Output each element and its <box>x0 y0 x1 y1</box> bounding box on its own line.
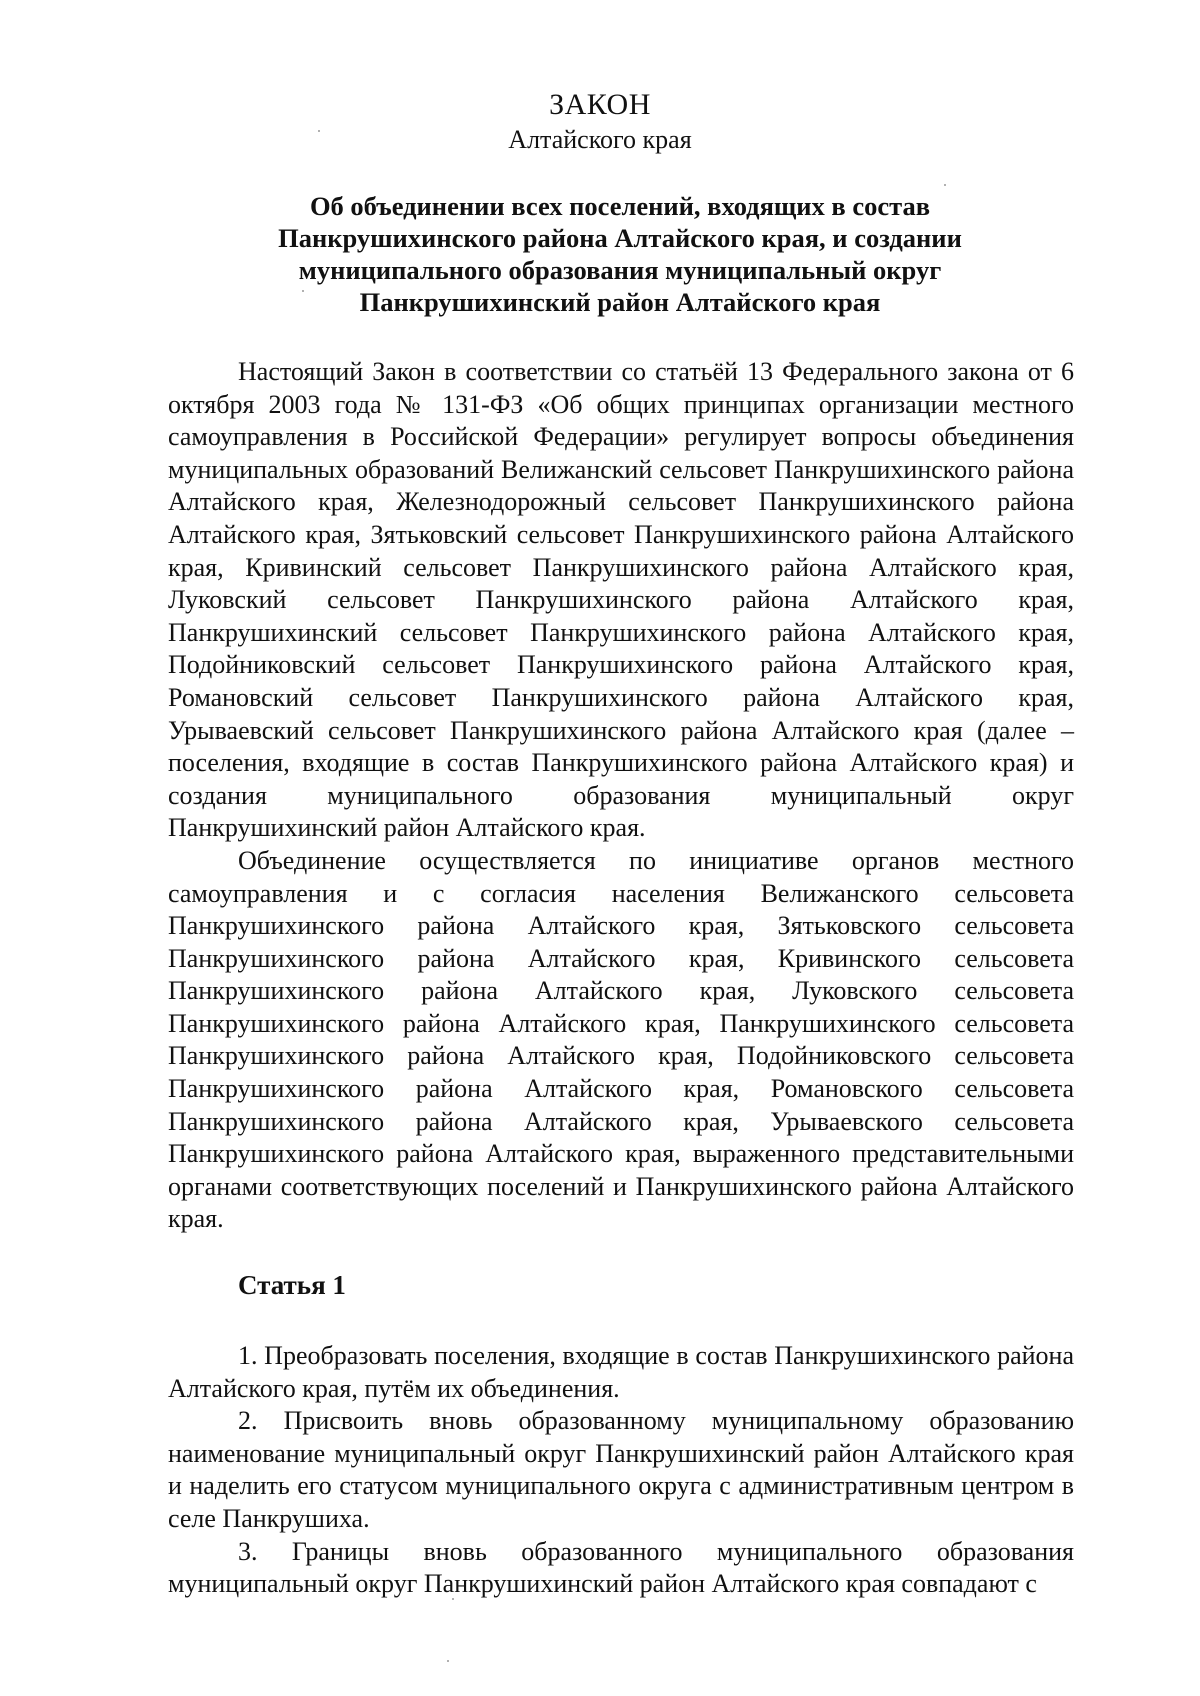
scan-speck <box>452 1598 454 1600</box>
law-title-line: Панкрушихинского района Алтайского края, и создании <box>278 223 962 253</box>
article-body <box>168 1340 1074 1601</box>
scan-speck <box>302 290 304 292</box>
article-item: 1. Преобразовать поселения, входящие в состав Панкрушихинского района Алтайского края, путём их объединения. <box>168 1341 1074 1403</box>
preamble-paragraph: Настоящий Закон в соответствии со статьёй 13 Федерального закона от 6 октября 2003 года № 131-ФЗ «Об общих принципах организации местного самоуправления в Российской Федерации» регулирует вопросы объединения муниципальных образований Велижанский сельсовет Панкрушихинского района Алтайского края, Железнодорожный сельсовет Панкрушихинского района Алтайского края, Зятьковский сельсовет Панкрушихинского района Алтайского края, Кривинский сельсовет Панкрушихинского района Алтайского края, Луковский сельсовет Панкрушихинского района Алтайского края, Панкрушихинский сельсовет Панкрушихинского района Алтайского края, Подойниковский сельсовет Панкрушихинского района Алтайского края, Романовский сельсовет Панкрушихинского района Алтайского края, Урываевский сельсовет Панкрушихинского района Алтайского края (далее – поселения, входящие в состав Панкрушихинского района Алтайского края) и создания муниципального образования муниципальный округ Панкрушихинский район Алтайского края. <box>168 357 1074 843</box>
scan-speck <box>318 130 320 132</box>
article-heading: Статья 1 <box>238 1270 346 1300</box>
law-title-line: муниципального образования муниципальный округ <box>298 255 942 285</box>
scan-speck <box>447 1660 449 1662</box>
article-item: 2. Присвоить вновь образованному муниципальному образованию наименование муниципальный округ Панкрушихинский район Алтайского края и наделить его статусом муниципального округа с административным центром в селе Панкрушиха. <box>168 1406 1074 1533</box>
law-region: Алтайского края <box>508 125 692 154</box>
scan-speck <box>944 184 946 186</box>
law-title <box>220 190 1020 318</box>
law-title-line: Об объединении всех поселений, входящих в состав <box>309 191 931 221</box>
preamble-paragraph: Объединение осуществляется по инициативе органов местного самоуправления и с согласия населения Велижанского сельсовета Панкрушихинского района Алтайского края, Зятьковского сельсовета Панкрушихинского района Алтайского края, Кривинского сельсовета Панкрушихинского района Алтайского края, Луковского сельсовета Панкрушихинского района Алтайского края, Панкрушихинского сельсовета Панкрушихинского района Алтайского края, Подойниковского сельсовета Панкрушихинского района Алтайского края, Романовского сельсовета Панкрушихинского района Алтайского края, Урываевского сельсовета Панкрушихинского района Алтайского края, выраженного представительными органами соответствующих поселений и Панкрушихинского района Алтайского края. <box>168 845 1074 1234</box>
law-title-line: Панкрушихинский район Алтайского края <box>359 287 881 317</box>
law-heading: ЗАКОН <box>549 88 651 121</box>
preamble <box>168 356 1074 1236</box>
article-item: 3. Границы вновь образованного муниципального образования муниципальный округ Панкрушихинский район Алтайского края совпадают с <box>168 1536 1074 1599</box>
